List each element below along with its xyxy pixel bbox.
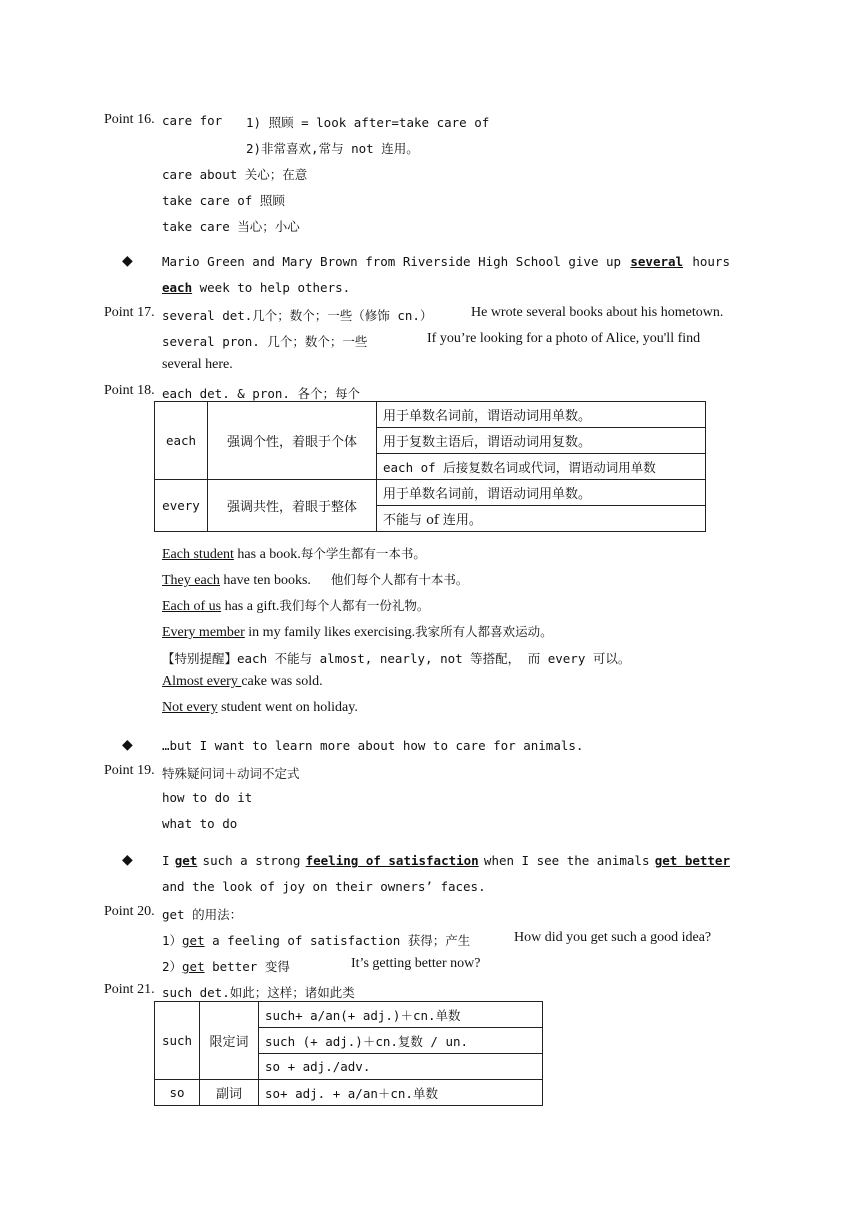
table-cell: such (+ adj.)＋cn.复数 / un. xyxy=(259,1028,543,1054)
point-19-line-1: how to do it xyxy=(162,790,253,805)
table-cell: so+ adj. + a/an＋cn.单数 xyxy=(259,1080,543,1106)
sentence-1-line-2 xyxy=(162,280,350,295)
keyword-feeling-of-satisfaction: feeling of satisfaction xyxy=(305,853,479,868)
point-21-label: Point 21. xyxy=(104,982,155,997)
example-translation: 每个学生都有一本书。 xyxy=(300,546,426,561)
point-20-text: a feeling of satisfaction 获得；产生 xyxy=(204,933,471,948)
keyword-get: get xyxy=(174,853,198,868)
keyword-each: each xyxy=(162,280,193,295)
point-16-head: care for xyxy=(162,113,223,128)
sentence-2: …but I want to learn more about how to care for animals. xyxy=(162,738,584,753)
table-cell: 用于单数名词前，谓语动词用单数。 xyxy=(377,480,706,506)
point-16-line-2: take care of 照顾 xyxy=(162,193,285,208)
point-19-line-2: what to do xyxy=(162,816,238,831)
point-20-head: get 的用法： xyxy=(162,907,243,922)
point-16-meaning-1: 1) 照顾 = look after=take care of xyxy=(246,115,490,130)
bullet-icon: ◆ xyxy=(122,253,133,269)
example-not-every xyxy=(162,700,358,716)
keyword-get-better: get better xyxy=(654,853,730,868)
table-cell: 用于单数名词前，谓语动词用单数。 xyxy=(377,402,706,428)
special-tip: 【特别提醒】each 不能与 almost, nearly, not 等搭配， 而 every 可以。 xyxy=(162,651,631,666)
sentence-3-text: when I see the animals xyxy=(483,853,650,868)
point-19-label: Point 19. xyxy=(104,763,155,778)
example-text: has a gift. xyxy=(221,599,280,614)
point-20-example-1: How did you get such a good idea? xyxy=(514,930,712,945)
table-cell-such-type: 限定词 xyxy=(200,1002,259,1080)
table-cell-each: each xyxy=(155,402,208,480)
underlined-phrase: Almost every xyxy=(162,674,242,689)
item-number: 2） xyxy=(162,959,183,974)
table-cell: such+ a/an(+ adj.)＋cn.单数 xyxy=(259,1002,543,1028)
example-translation: 他们每个人都有十本书。 xyxy=(330,572,469,587)
point-18-head: each det. & pron. 各个；每个 xyxy=(162,386,360,401)
example-each-student xyxy=(162,544,426,563)
sentence-1-text: week to help others. xyxy=(192,280,351,295)
bullet-icon: ◆ xyxy=(122,852,133,868)
point-17-line-1: several det.几个；数个；一些（修饰 cn.） xyxy=(162,308,433,323)
example-text: cake was sold. xyxy=(241,674,323,689)
sentence-3-line-2: and the look of joy on their owners’ faces. xyxy=(162,879,486,894)
underlined-phrase: Not every xyxy=(162,700,218,715)
table-cell: 不能与 of 连用。 xyxy=(377,506,706,532)
underlined-phrase: They each xyxy=(162,573,220,588)
sentence-3-text: such a strong xyxy=(202,853,301,868)
example-each-of-us xyxy=(162,596,429,615)
example-text: have ten books. xyxy=(219,573,311,588)
table-cell: so + adj./adv. xyxy=(259,1054,543,1080)
example-text: has a book. xyxy=(233,547,301,562)
such-so-table xyxy=(154,1001,543,1106)
underlined-phrase: Every member xyxy=(162,625,245,640)
sentence-1-text: Mario Green and Mary Brown from Riverside High School give up xyxy=(162,254,622,269)
point-18-label: Point 18. xyxy=(104,383,155,398)
table-cell-each-desc: 强调个性，着眼于个体 xyxy=(208,402,377,480)
sentence-1-line-1 xyxy=(162,254,730,269)
point-16-line-3: take care 当心；小心 xyxy=(162,219,300,234)
point-17-label: Point 17. xyxy=(104,305,155,320)
keyword-get: get xyxy=(182,933,205,948)
keyword-several: several xyxy=(630,254,684,269)
underlined-phrase: Each student xyxy=(162,547,234,562)
keyword-get: get xyxy=(182,959,205,974)
example-every-member xyxy=(162,622,553,641)
example-text: student went on holiday. xyxy=(217,700,358,715)
table-cell-so-type: 副词 xyxy=(200,1080,259,1106)
point-16-meaning-2: 2)非常喜欢,常与 not 连用。 xyxy=(246,141,419,156)
point-17-example-1: He wrote several books about his hometown. xyxy=(471,305,724,320)
point-21-head: such det.如此；这样；诸如此类 xyxy=(162,985,355,1000)
table-cell-such: such xyxy=(155,1002,200,1080)
point-16-line-1: care about 关心；在意 xyxy=(162,167,308,182)
item-number: 1） xyxy=(162,933,183,948)
each-every-table xyxy=(154,401,706,532)
table-cell: each of 后接复数名词或代词，谓语动词用单数 xyxy=(377,454,706,480)
table-cell: 用于复数主语后，谓语动词用复数。 xyxy=(377,428,706,454)
table-cell-every: every xyxy=(155,480,208,532)
underlined-phrase: Each of us xyxy=(162,599,222,614)
table-cell-every-desc: 强调共性，着眼于整体 xyxy=(208,480,377,532)
point-17-line-2: several pron. 几个；数个；一些 xyxy=(162,334,368,349)
example-translation: 我们每个人都有一份礼物。 xyxy=(279,598,430,613)
point-17-example-2: If you’re looking for a photo of Alice, you'll find xyxy=(427,331,701,346)
sentence-3-text: I xyxy=(162,853,170,868)
point-19-head: 特殊疑问词＋动词不定式 xyxy=(162,766,300,781)
example-almost-every xyxy=(162,674,323,690)
point-20-line-2 xyxy=(162,957,290,975)
example-they-each xyxy=(162,570,468,589)
example-text: in my family likes exercising. xyxy=(244,625,416,640)
sentence-1-text: hours xyxy=(692,254,730,269)
example-translation: 我家所有人都喜欢运动。 xyxy=(415,624,553,639)
point-20-example-2: It’s getting better now? xyxy=(351,956,481,971)
point-16-label: Point 16. xyxy=(104,112,155,127)
point-17-line-3: several here. xyxy=(162,357,233,372)
point-20-text: better 变得 xyxy=(204,959,290,974)
point-20-label: Point 20. xyxy=(104,904,155,919)
table-cell-so: so xyxy=(155,1080,200,1106)
bullet-icon: ◆ xyxy=(122,737,133,753)
point-20-line-1 xyxy=(162,931,470,949)
sentence-3-line-1 xyxy=(162,853,730,868)
